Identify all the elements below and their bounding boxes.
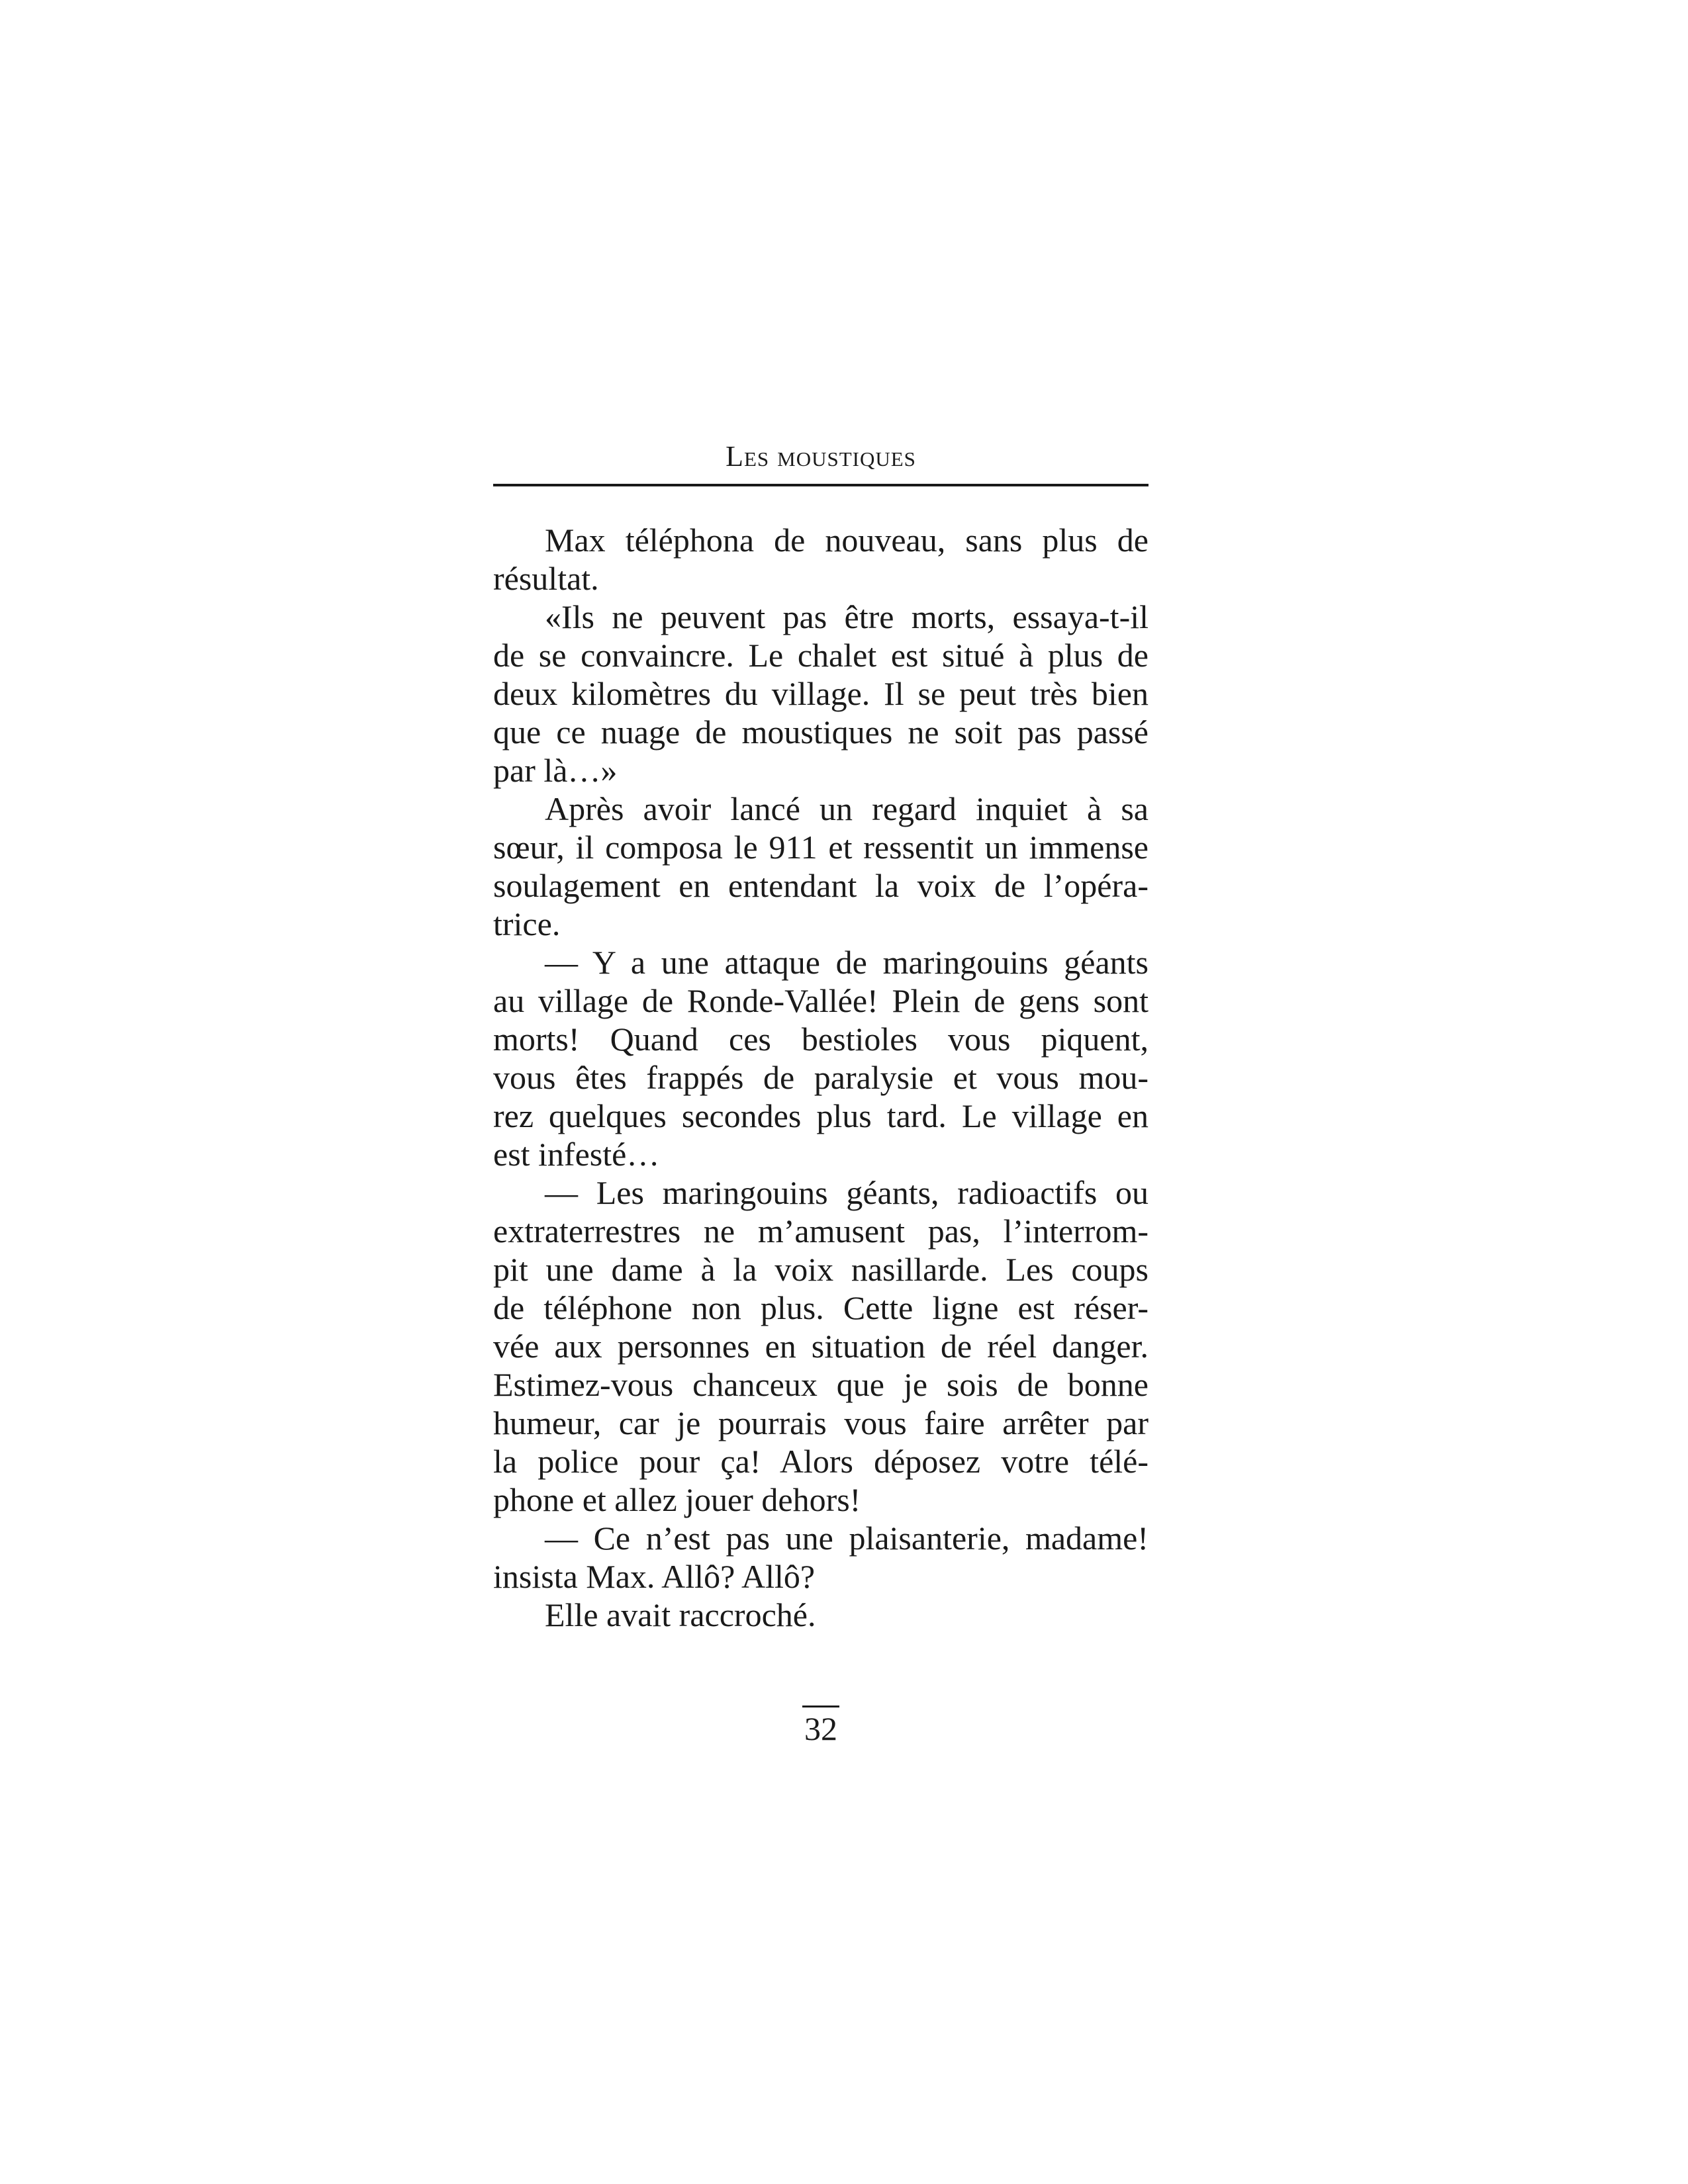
- running-header: [493, 437, 1149, 477]
- running-header-title: es moustiques: [743, 440, 916, 473]
- text-line: — Les maringouins géants, radioactifs ou: [545, 1174, 1149, 1211]
- text-line: morts! Quand ces bestioles vous piquent,: [493, 1021, 1149, 1058]
- text-line: soulagement en entendant la voix de l’opéra-: [493, 867, 1149, 904]
- text-line: résultat.: [493, 560, 599, 597]
- text-line: Estimez-vous chanceux que je sois de bonne: [493, 1366, 1149, 1403]
- text-line: vée aux personnes en situation de réel danger.: [493, 1328, 1149, 1365]
- text-line: — Y a une attaque de maringouins géants: [545, 944, 1149, 981]
- text-line: rez quelques secondes plus tard. Le village en: [493, 1097, 1149, 1134]
- text-line: par là…»: [493, 752, 618, 789]
- text-line: trice.: [493, 905, 561, 942]
- text-line: vous êtes frappés de paralysie et vous mou-: [493, 1059, 1149, 1096]
- text-line: «Ils ne peuvent pas être morts, essaya-t-il: [545, 598, 1149, 635]
- text-line: la police pour ça! Alors déposez votre télé-: [493, 1443, 1149, 1480]
- text-line: deux kilomètres du village. Il se peut très bien: [493, 675, 1149, 712]
- running-header-initial: L: [726, 440, 744, 473]
- text-line: sœur, il composa le 911 et ressentit un immense: [493, 829, 1149, 866]
- text-line: Elle avait raccroché.: [545, 1596, 816, 1633]
- body-text: [493, 521, 1149, 1634]
- text-line: que ce nuage de moustiques ne soit pas passé: [493, 713, 1149, 751]
- page-number: 32: [804, 1710, 837, 1747]
- text-line: pit une dame à la voix nasillarde. Les coups: [493, 1251, 1149, 1288]
- header-rule: [493, 484, 1149, 486]
- text-line: insista Max. Allô? Allô?: [493, 1558, 816, 1595]
- text-line: est infesté…: [493, 1136, 660, 1173]
- text-line: extraterrestres ne m’amusent pas, l’interrom-: [493, 1212, 1149, 1250]
- text-line: Max téléphona de nouveau, sans plus de: [545, 522, 1149, 559]
- text-line: phone et allez jouer dehors!: [493, 1481, 861, 1518]
- page-number-rule: [802, 1706, 839, 1707]
- text-line: Après avoir lancé un regard inquiet à sa: [545, 790, 1149, 827]
- text-line: de téléphone non plus. Cette ligne est réser-: [493, 1289, 1149, 1326]
- text-line: humeur, car je pourrais vous faire arrêter par: [493, 1404, 1149, 1441]
- text-line: au village de Ronde-Vallée! Plein de gens sont: [493, 982, 1149, 1019]
- text-line: de se convaincre. Le chalet est situé à plus de: [493, 637, 1149, 674]
- text-line: — Ce n’est pas une plaisanterie, madame!: [545, 1520, 1149, 1557]
